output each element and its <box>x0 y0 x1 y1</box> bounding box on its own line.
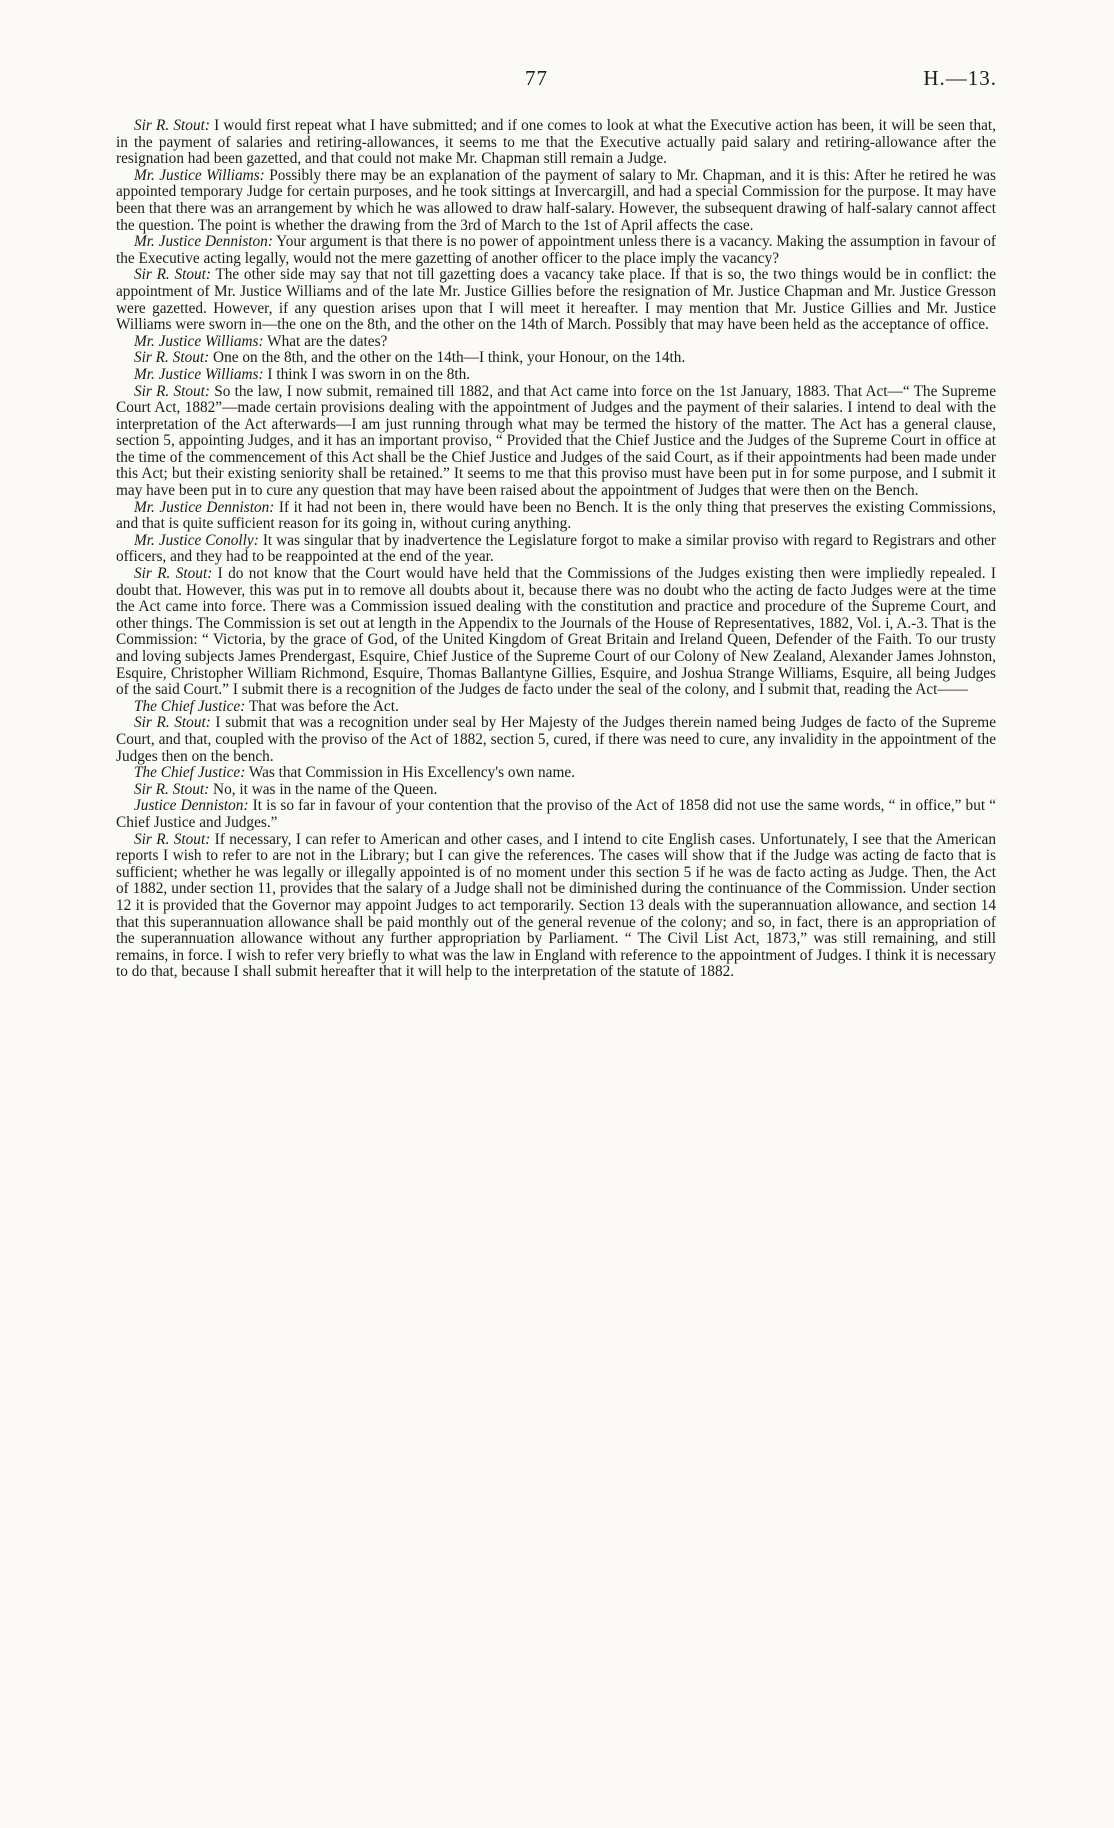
transcript-paragraph <box>116 699 996 716</box>
speech-text: Your argument is that there is no power of appointment unless there is a vacancy. Making the assumption in favour of the Executive acting legally, would not the mere gazetting of another officer to the place imply the vacancy? <box>116 233 996 267</box>
speaker-name: Mr. Justice Williams: <box>134 166 265 184</box>
speaker-name: Sir R. Stout: <box>134 565 213 583</box>
transcript-paragraph <box>116 334 996 351</box>
speech-text: What are the dates? <box>263 332 388 350</box>
speech-text: It was singular that by inadvertence the Legislature forgot to make a similar proviso with regard to Registrars and other officers, and they had to be reappointed at the end of the year. <box>116 531 996 566</box>
page-number: 77 <box>525 66 548 90</box>
transcript-paragraph <box>116 118 996 168</box>
speaker-name: Justice Denniston: <box>134 797 249 815</box>
speech-text: No, it was in the name of the Queen. <box>209 780 438 798</box>
speaker-name: Sir R. Stout: <box>134 117 210 134</box>
speech-text: If necessary, I can refer to American and other cases, and I intend to cite English cases. Unfortunately, I see that the American reports I wish to refer to are not in the Library; but I can give the references. The cases will show that if the Judge was acting de facto that is sufficient; whether he was legally or illegally appointed is of no moment under this section 5 if he was de facto acting as Judge. Then, the Act of 1882, under section 11, provides that the salary of a Judge shall not be diminished during the continuance of the Commission. Under section 12 it is provided that the Governor may appoint Judges to act temporarily. Section 13 deals with the superannuation allowance, and section 14 that this superannuation allowance shall be paid monthly out of the general revenue of the colony; and so, in fact, there is an appropriation of the superannuation allowance without any further appropriation by Parliament. “ The Civil List Act, 1873,” was still remaining, and still remains, in force. I wish to refer very briefly to what was the law in England with reference to the appointment of Judges. I think it is necessary to do that, because I shall submit hereafter that it will help to the interpretation of the statute of 1882. <box>116 830 996 981</box>
speaker-name: Mr. Justice Williams: <box>134 365 264 383</box>
transcript-paragraph <box>116 715 996 765</box>
speech-text: If it had not been in, there would have been no Bench. It is the only thing that preserves the existing Commissions, and that is quite sufficient reason for its going in, without curing anything. <box>116 498 996 533</box>
speaker-name: The Chief Justice: <box>134 697 246 715</box>
speech-text: I do not know that the Court would have held that the Commissions of the Judges existing then were impliedly repealed. I doubt that. However, this was put in to remove all doubts about it, because there was no doubt who the acting de facto Judges were at the time the Act came into force. There was a Commission issued dealing with the constitution and practice and procedure of the Supreme Court, and other things. The Commission is set out at length in the Appendix to the Journals of the House of Representatives, 1882, Vol. i, A.-3. That is the Commission: “ Victoria, by the grace of God, of the United Kingdom of Great Britain and Ireland Queen, Defender of the Faith. To our trusty and loving subjects James Prendergast, Esquire, Chief Justice of the Supreme Court of our Colony of New Zealand, Alexander James Johnston, Esquire, Christopher William Richmond, Esquire, Thomas Ballantyne Gillies, Esquire, and Joshua Strange Williams, Esquire, all being Judges of the said Court.” I submit there is a recognition of the Judges de facto under the seal of the colony, and I submit that, reading the Act—— <box>116 565 996 699</box>
speech-text: It is so far in favour of your contention that the proviso of the Act of 1858 did not use the same words, “ in office,” but “ Chief Justice and Judges.” <box>116 797 996 831</box>
speaker-name: Mr. Justice Conolly: <box>134 531 259 549</box>
speech-text: I would first repeat what I have submitted; and if one comes to look at what the Executive action has been, it will be seen that, in the payment of salaries and retiring-allowances, it seems to me that the Executive actually paid salary and retiring-allowance after the resignation had been gazetted, and that could not make Mr. Chapman still remain a Judge. <box>116 117 996 168</box>
speech-text: One on the 8th, and the other on the 14th—I think, your Honour, on the 14th. <box>209 349 686 367</box>
speech-text: I think I was sworn in on the 8th. <box>263 365 471 383</box>
speaker-name: The Chief Justice: <box>134 764 246 782</box>
speech-text: So the law, I now submit, remained till 1882, and that Act came into force on the 1st January, 1883. That Act—“ The Supreme Court Act, 1882”—made certain provisions dealing with the appointment of Judges and the payment of their salaries. I intend to deal with the interpretation of the Act afterwards—I am just running through what may be termed the history of the matter. The Act has a general clause, section 5, appointing Judges, and it has an important proviso, “ Provided that the Chief Justice and the Judges of the Supreme Court in office at the time of the commencement of this Act shall be the Chief Justice and Judges of the said Court, as if their appointments had been made under this Act; but their existing seniority shall be retained.” It seems to me that this proviso must have been put in for some purpose, and I submit it may have been put in to cure any question that may have been raised about the appointment of Judges that were then on the Bench. <box>116 382 996 500</box>
transcript-paragraph <box>116 384 996 500</box>
speech-text: Was that Commission in His Excellency's own name. <box>245 764 575 782</box>
transcript-paragraph <box>116 533 996 566</box>
speaker-name: Sir R. Stout: <box>134 714 211 732</box>
transcript-paragraph <box>116 267 996 333</box>
speaker-name: Sir R. Stout: <box>134 382 211 400</box>
transcript-paragraph <box>116 500 996 533</box>
speaker-name: Sir R. Stout: <box>134 349 210 367</box>
speech-text: I submit that was a recognition under seal by Her Majesty of the Judges therein named being Judges de facto of the Supreme Court, and that, coupled with the proviso of the Act of 1882, section 5, cured, if there was need to cure, any invalidity in the appointment of the Judges then on the bench. <box>116 714 996 765</box>
transcript-paragraph <box>116 832 996 981</box>
page-header <box>0 66 1114 96</box>
transcript-paragraph <box>116 367 996 384</box>
speaker-name: Mr. Justice Denniston: <box>134 498 275 516</box>
transcript-paragraph <box>116 168 996 234</box>
speaker-name: Sir R. Stout: <box>134 780 210 798</box>
speaker-name: Sir R. Stout: <box>134 830 211 848</box>
transcript-paragraph <box>116 782 996 799</box>
speech-text: That was before the Act. <box>245 697 399 715</box>
transcript-paragraph <box>116 234 996 267</box>
speaker-name: Mr. Justice Denniston: <box>134 233 273 251</box>
speech-text: Possibly there may be an explanation of the payment of salary to Mr. Chapman, and it is this: After he retired he was appointed temporary Judge for certain purposes, and he took sittings at Invercargill, and had a special Commission for the purpose. It may have been that there was an arrangement by which he was allowed to draw half-salary. However, the subsequent drawing of half-salary cannot affect the question. The point is whether the drawing from the 3rd of March to the 1st of April affects the case. <box>116 166 996 234</box>
speaker-name: Mr. Justice Williams: <box>134 332 264 350</box>
speaker-name: Sir R. Stout: <box>134 266 211 284</box>
transcript-paragraph <box>116 350 996 367</box>
transcript-body <box>116 118 996 981</box>
transcript-paragraph <box>116 765 996 782</box>
transcript-paragraph <box>116 798 996 831</box>
transcript-paragraph <box>116 566 996 699</box>
speech-text: The other side may say that not till gazetting does a vacancy take place. If that is so, the two things would be in conflict: the appointment of Mr. Justice Williams and of the late Mr. Justice Gillies before the resignation of Mr. Justice Chapman and Mr. Justice Gresson were gazetted. However, if any question arises upon that I will meet it hereafter. I may mention that Mr. Justice Gillies and Mr. Justice Williams were sworn in—the one on the 8th, and the other on the 14th of March. Possibly that may have been held as the acceptance of office. <box>116 266 996 334</box>
document-reference: H.—13. <box>923 66 997 90</box>
